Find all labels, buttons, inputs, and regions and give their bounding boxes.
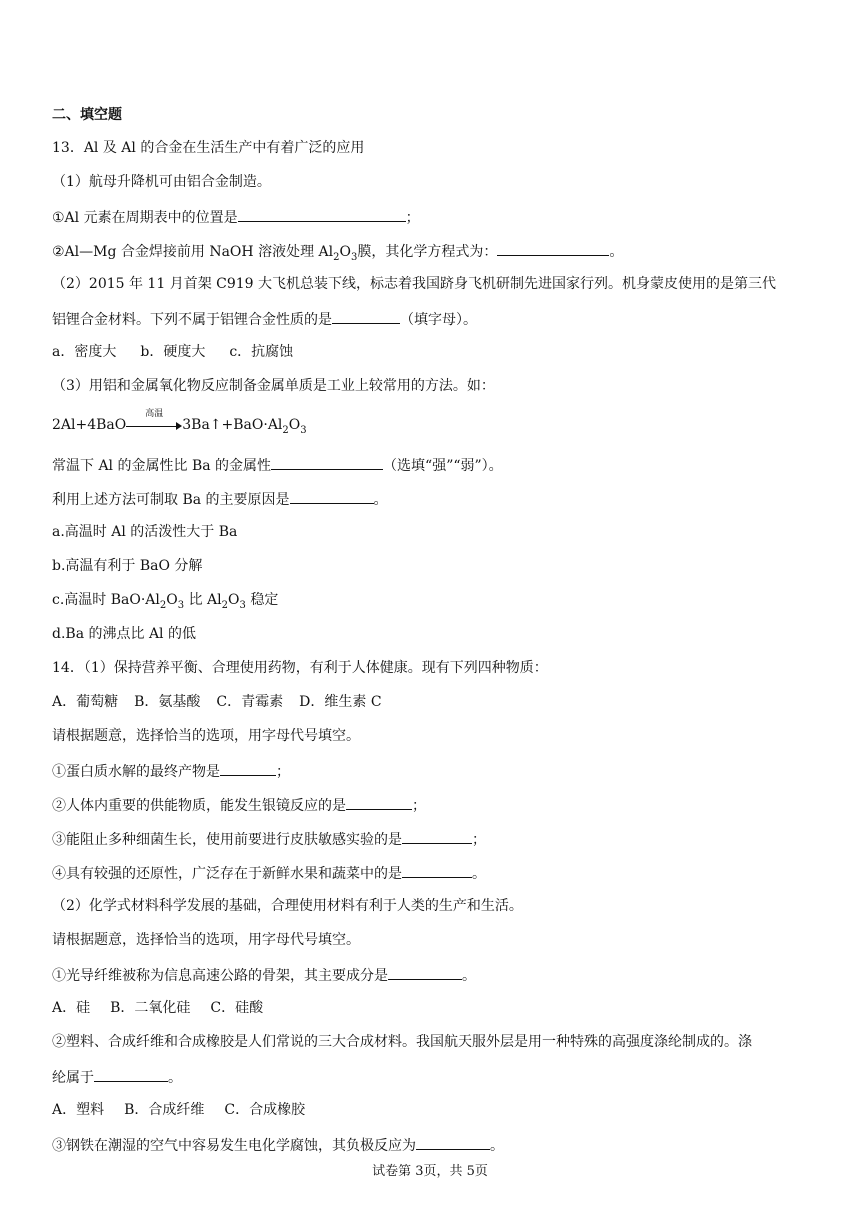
option-a: A．塑料 xyxy=(52,1102,105,1118)
q14-options xyxy=(52,693,820,711)
item-end: （填字母）。 xyxy=(400,312,477,328)
item-end: 。 xyxy=(472,866,486,882)
item-end: ； xyxy=(276,764,290,780)
item-text: 膜，其化学方程式为： xyxy=(357,244,498,260)
item-end: （选填“强”“弱”）。 xyxy=(383,458,503,474)
item-end: 。 xyxy=(373,492,388,508)
option-a: a．密度大 xyxy=(52,344,117,360)
q13-part2-line1: （2）2015 年 11 月首架 C919 大飞机总装下线，标志着我国跻身飞机研制先进国家行列。机身蒙皮使用的是第三代 xyxy=(52,276,777,292)
item-text: O xyxy=(339,244,351,260)
answer-blank[interactable] xyxy=(402,829,472,844)
option-b: B．氨基酸 xyxy=(134,694,201,710)
item-text: ①Al 元素在周期表中的位置是 xyxy=(52,210,238,226)
option-text: O xyxy=(228,592,240,608)
item-text: 纶属于 xyxy=(52,1070,94,1086)
q13-part1: （1）航母升降机可由铝合金制造。 xyxy=(52,174,271,190)
q14-sub4 xyxy=(52,863,820,883)
item-end: 。 xyxy=(462,968,476,984)
q13-part2-options xyxy=(52,343,820,361)
option-c: c．抗腐蚀 xyxy=(229,344,294,360)
equation-right: 3Ba↑+BaO·Al xyxy=(182,417,283,433)
answer-blank[interactable] xyxy=(346,795,412,810)
q14-instruction-1: 请根据题意，选择恰当的选项，用字母代号填空。 xyxy=(52,728,360,744)
q13-part3-item2 xyxy=(52,489,820,509)
item-text: ②Al—Mg 合金焊接前用 NaOH 溶液处理 Al xyxy=(52,244,334,260)
option-b: B．合成纤维 xyxy=(124,1102,205,1118)
q14-material-1 xyxy=(52,965,820,985)
item-text: 常温下 Al 的金属性比 Ba 的金属性 xyxy=(52,458,272,474)
page-footer: 试卷第 3页，共 5页 xyxy=(372,1164,488,1179)
item-text: ③能阻止多种细菌生长，使用前要进行皮肤敏感实验的是 xyxy=(52,832,402,848)
item-text: ④具有较强的还原性，广泛存在于新鲜水果和蔬菜中的是 xyxy=(52,866,402,882)
q14-stem: 14．（1）保持营养平衡、合理使用药物，有利于人体健康。现有下列四种物质： xyxy=(52,660,548,676)
q14-sub3 xyxy=(52,829,820,849)
q13-part2-line2 xyxy=(52,309,820,329)
q14-material-1-options xyxy=(52,999,820,1017)
item-end: ； xyxy=(405,210,420,226)
answer-blank[interactable] xyxy=(332,309,400,324)
option-c: C．青霉素 xyxy=(216,694,284,710)
reaction-arrow xyxy=(126,409,182,432)
option-d: D．维生素 C xyxy=(299,694,382,710)
answer-blank[interactable] xyxy=(271,455,383,470)
option-c: C．合成橡胶 xyxy=(224,1102,306,1118)
q14-material-2-line1: ②塑料、合成纤维和合成橡胶是人们常说的三大合成材料。我国航天服外层是用一种特殊的高强度涤纶制成的。涤 xyxy=(52,1034,752,1050)
subscript: 3 xyxy=(177,599,185,611)
answer-blank[interactable] xyxy=(220,761,276,776)
answer-blank[interactable] xyxy=(290,489,374,504)
reaction-condition: 高温 xyxy=(145,409,164,419)
answer-blank[interactable] xyxy=(497,241,609,256)
answer-blank[interactable] xyxy=(416,1135,490,1150)
item-end: ； xyxy=(412,798,426,814)
item-end: ； xyxy=(472,832,486,848)
equation-right: O xyxy=(288,417,301,433)
q14-material-3 xyxy=(52,1135,820,1155)
option-b: b．硬度大 xyxy=(140,344,206,360)
equation-left: 2Al+4BaO xyxy=(52,417,127,433)
option-b: B．二氧化硅 xyxy=(110,1000,191,1016)
q14-material-2-line2 xyxy=(52,1067,820,1087)
q13-part3: （3）用铝和金属氧化物反应制备金属单质是工业上较常用的方法。如： xyxy=(52,378,495,394)
q13-stem: 13．Al 及 Al 的合金在生活生产中有着广泛的应用 xyxy=(52,140,365,156)
item-text: ①光导纤维被称为信息高速公路的骨架，其主要成分是 xyxy=(52,968,388,984)
q14-part2: （2）化学式材料科学发展的基础，合理使用材料有利于人类的生产和生活。 xyxy=(52,898,523,914)
q14-sub1 xyxy=(52,761,820,781)
item-text: ③钢铁在潮湿的空气中容易发生电化学腐蚀，其负极反应为 xyxy=(52,1138,416,1154)
option-c: C．硅酸 xyxy=(210,1000,264,1016)
q13-option-b: b.高温有利于 BaO 分解 xyxy=(52,558,203,574)
option-text: c.高温时 BaO·Al xyxy=(52,592,160,608)
option-a: A．硅 xyxy=(52,1000,91,1016)
item-end: 。 xyxy=(168,1070,182,1086)
option-a: A．葡萄糖 xyxy=(52,694,119,710)
item-text: ②人体内重要的供能物质，能发生银镜反应的是 xyxy=(52,798,346,814)
subscript: 2 xyxy=(282,424,289,436)
item-end: 。 xyxy=(609,244,624,260)
q14-material-2-options xyxy=(52,1101,820,1119)
q13-option-d: d.Ba 的沸点比 Al 的低 xyxy=(52,626,196,642)
option-text: O xyxy=(166,592,178,608)
subscript: 2 xyxy=(333,251,340,263)
item-text: ①蛋白质水解的最终产物是 xyxy=(52,764,220,780)
answer-blank[interactable] xyxy=(238,207,406,222)
subscript: 3 xyxy=(300,424,307,436)
item-end: 。 xyxy=(490,1138,504,1154)
subscript: 2 xyxy=(159,599,167,611)
chemical-equation xyxy=(52,409,820,436)
q13-part3-item1 xyxy=(52,455,820,475)
q13-option-c xyxy=(52,591,820,609)
answer-blank[interactable] xyxy=(402,863,472,878)
section-title: 二、填空题 xyxy=(52,107,122,123)
q14-instruction-2: 请根据题意，选择恰当的选项，用字母代号填空。 xyxy=(52,932,360,948)
option-text: 稳定 xyxy=(245,592,279,608)
answer-blank[interactable] xyxy=(94,1067,168,1082)
option-text: 比 Al xyxy=(184,592,222,608)
subscript: 3 xyxy=(239,599,246,611)
subscript: 2 xyxy=(221,599,229,611)
item-text: 利用上述方法可制取 Ba 的主要原因是 xyxy=(52,492,290,508)
subscript: 3 xyxy=(350,251,358,263)
q13-part1-item2 xyxy=(52,241,820,261)
q14-sub2 xyxy=(52,795,820,815)
answer-blank[interactable] xyxy=(388,965,462,980)
item-text: 铝锂合金材料。下列不属于铝锂合金性质的是 xyxy=(52,312,332,328)
q13-option-a: a.高温时 Al 的活泼性大于 Ba xyxy=(52,524,238,540)
q13-part1-item1 xyxy=(52,207,820,227)
